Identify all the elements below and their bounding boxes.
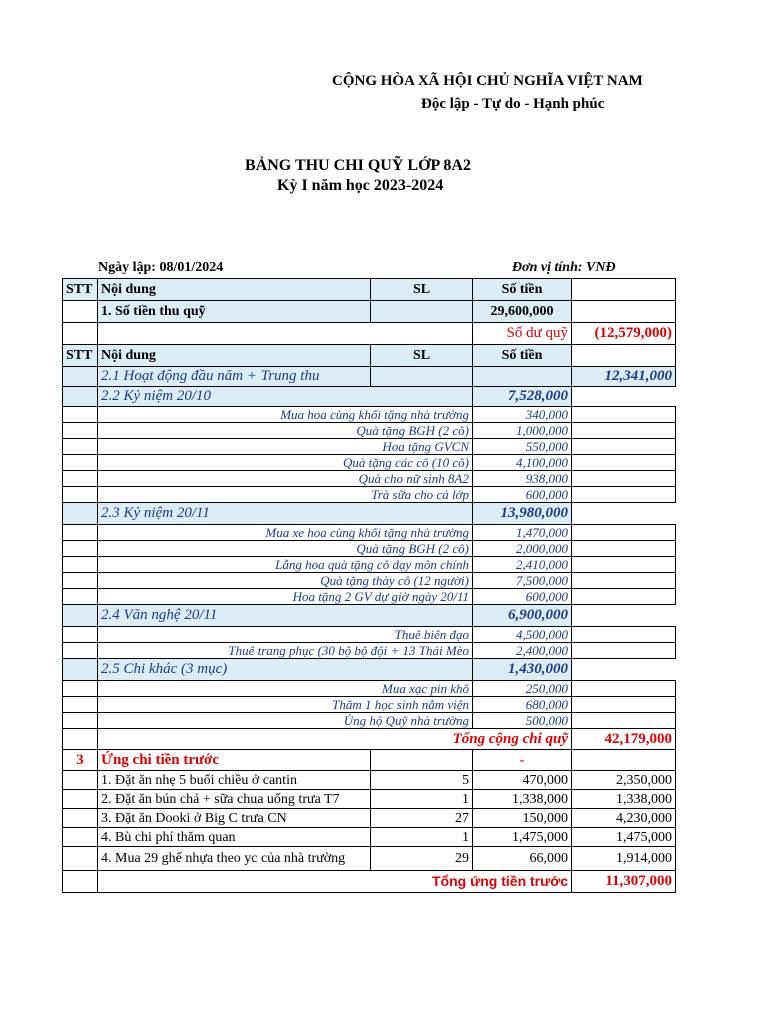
empty-cell	[63, 697, 98, 713]
expense-item-row	[63, 557, 676, 573]
expense-item-desc: Quà tặng BGH (2 cô)	[98, 423, 473, 439]
empty-cell	[63, 681, 98, 697]
fund-ledger-table	[62, 278, 676, 893]
section-label: 2.3 Kỷ niệm 20/11	[98, 503, 473, 525]
total-expense-amount: 42,179,000	[572, 729, 676, 750]
advance-item-amount: 1,475,000	[572, 828, 676, 847]
empty-cell	[63, 525, 98, 541]
section-total: 13,980,000	[473, 503, 572, 525]
advance-item-qty: 1	[371, 828, 473, 847]
empty-cell	[63, 503, 98, 525]
expense-item-row	[63, 423, 676, 439]
advance-item-row	[63, 790, 676, 809]
advance-item-row	[63, 847, 676, 871]
advance-item-desc: 2. Đặt ăn bún chả + sữa chua uống trưa T7	[98, 790, 371, 809]
empty-cell	[572, 643, 676, 659]
advance-item-amount: 1,338,000	[572, 790, 676, 809]
advance-item-desc: 4. Bù chi phí thăm quan	[98, 828, 371, 847]
empty-cell	[63, 487, 98, 503]
section-label: 2.4 Văn nghệ 20/11	[98, 605, 473, 627]
empty-cell	[572, 557, 676, 573]
expense-item-desc: Thuê biên đạo	[98, 627, 473, 643]
total-expense-label: Tổng cộng chi quỹ	[98, 729, 572, 750]
advance-item-price: 470,000	[473, 771, 572, 790]
created-date: Ngày lập: 08/01/2024	[98, 260, 224, 275]
advance-item-price: 150,000	[473, 809, 572, 828]
empty-cell	[572, 589, 676, 605]
empty-cell	[63, 301, 98, 323]
empty-cell	[63, 387, 98, 407]
empty-cell	[572, 345, 676, 367]
empty-cell	[371, 750, 473, 771]
empty-cell	[63, 455, 98, 471]
empty-cell	[63, 541, 98, 557]
empty-cell	[572, 455, 676, 471]
empty-cell	[63, 790, 98, 809]
empty-cell	[572, 279, 676, 301]
expense-item-desc: Hoa tặng 2 GV dự giờ ngày 20/11	[98, 589, 473, 605]
expense-item-amount: 340,000	[473, 407, 572, 423]
advance-item-price: 1,338,000	[473, 790, 572, 809]
expense-item-row	[63, 541, 676, 557]
balance-amount: (12,579,000)	[572, 323, 676, 345]
expense-item-row	[63, 643, 676, 659]
col-content-header: Nội dung	[98, 279, 371, 301]
currency-unit: Đơn vị tính: VNĐ	[512, 260, 616, 275]
empty-cell	[98, 323, 473, 345]
income-amount: 29,600,000	[473, 301, 572, 323]
empty-cell	[63, 643, 98, 659]
empty-cell	[572, 541, 676, 557]
empty-cell	[63, 828, 98, 847]
empty-cell	[473, 367, 572, 387]
section-row	[63, 605, 676, 627]
expense-item-amount: 1,470,000	[473, 525, 572, 541]
expense-item-desc: Quà tặng các cô (10 cô)	[98, 455, 473, 471]
advance-dash: -	[473, 750, 572, 771]
empty-cell	[63, 627, 98, 643]
advance-item-qty: 1	[371, 790, 473, 809]
expense-item-desc: Thăm 1 học sinh nằm viện	[98, 697, 473, 713]
expense-item-row	[63, 697, 676, 713]
expense-item-amount: 2,410,000	[473, 557, 572, 573]
expense-item-row	[63, 471, 676, 487]
col-stt-header: STT	[63, 279, 98, 301]
advance-total-row	[63, 871, 676, 893]
income-row	[63, 301, 676, 323]
advance-item-qty: 27	[371, 809, 473, 828]
empty-cell	[572, 627, 676, 643]
expense-item-desc: Mua xạc pin khô	[98, 681, 473, 697]
section-label: 2.2 Kỷ niệm 20/10	[98, 387, 473, 407]
expense-item-amount: 550,000	[473, 439, 572, 455]
advance-item-qty: 5	[371, 771, 473, 790]
col-content-header: Nội dung	[98, 345, 371, 367]
empty-cell	[572, 573, 676, 589]
section-label: 2.5 Chi khác (3 mục)	[98, 659, 473, 681]
col-qty-header: SL	[371, 345, 473, 367]
section-row	[63, 659, 676, 681]
expense-item-amount: 600,000	[473, 589, 572, 605]
expense-item-row	[63, 439, 676, 455]
empty-cell	[371, 301, 473, 323]
empty-cell	[572, 713, 676, 729]
empty-cell	[63, 809, 98, 828]
section-total: 1,430,000	[473, 659, 572, 681]
empty-cell	[63, 605, 98, 627]
empty-cell	[63, 423, 98, 439]
expense-item-row	[63, 407, 676, 423]
empty-cell	[63, 439, 98, 455]
advance-total-label: Tổng ứng tiền trước	[98, 871, 572, 893]
expense-item-amount: 500,000	[473, 713, 572, 729]
empty-cell	[63, 729, 98, 750]
expense-item-desc: Trà sữa cho cả lớp	[98, 487, 473, 503]
expense-item-desc: Hoa tặng GVCN	[98, 439, 473, 455]
balance-row	[63, 323, 676, 345]
empty-cell	[63, 713, 98, 729]
col-amount-header: Số tiền	[473, 279, 572, 301]
expense-item-amount: 7,500,000	[473, 573, 572, 589]
expense-item-amount: 680,000	[473, 697, 572, 713]
advance-item-price: 66,000	[473, 847, 572, 871]
expense-item-desc: Mua hoa cùng khối tặng nhà trường	[98, 407, 473, 423]
empty-cell	[572, 750, 676, 771]
expense-item-amount: 938,000	[473, 471, 572, 487]
expense-item-desc: Lẵng hoa quà tặng cô dạy môn chính	[98, 557, 473, 573]
advance-item-desc: 4. Mua 29 ghế nhựa theo yc của nhà trường	[98, 847, 371, 871]
empty-cell	[63, 471, 98, 487]
expense-item-row	[63, 681, 676, 697]
document-title: BẢNG THU CHI QUỸ LỚP 8A2	[245, 157, 471, 174]
expense-item-amount: 1,000,000	[473, 423, 572, 439]
expense-header-row	[63, 345, 676, 367]
section-row	[63, 387, 676, 407]
expense-item-desc: Mua xe hoa cùng khối tặng nhà trường	[98, 525, 473, 541]
empty-cell	[572, 423, 676, 439]
section-label: 2.1 Hoạt động đầu năm + Trung thu	[98, 367, 371, 387]
income-label: 1. Số tiền thu quỹ	[98, 301, 371, 323]
expense-item-row	[63, 455, 676, 471]
empty-cell	[63, 847, 98, 871]
section-total: 12,341,000	[572, 367, 676, 387]
empty-cell	[63, 323, 98, 345]
expense-item-row	[63, 573, 676, 589]
advance-item-amount: 1,914,000	[572, 847, 676, 871]
document-subtitle: Kỳ I năm học 2023-2024	[277, 177, 444, 194]
empty-cell	[572, 407, 676, 423]
section-row	[63, 367, 676, 387]
ledger-body	[63, 279, 676, 893]
expense-item-amount: 4,100,000	[473, 455, 572, 471]
empty-cell	[63, 871, 98, 893]
empty-cell	[63, 573, 98, 589]
expense-item-row	[63, 589, 676, 605]
advance-total-amount: 11,307,000	[572, 871, 676, 893]
empty-cell	[63, 771, 98, 790]
expense-item-amount: 600,000	[473, 487, 572, 503]
advance-item-row	[63, 828, 676, 847]
expense-item-row	[63, 627, 676, 643]
balance-label: Số dư quỹ	[473, 323, 572, 345]
empty-cell	[572, 471, 676, 487]
advance-item-amount: 4,230,000	[572, 809, 676, 828]
header-row	[63, 279, 676, 301]
expense-item-row	[63, 487, 676, 503]
advance-stt: 3	[63, 750, 98, 771]
expense-item-amount: 250,000	[473, 681, 572, 697]
nation-heading: CỘNG HÒA XÃ HỘI CHỦ NGHĨA VIỆT NAM	[332, 73, 643, 89]
empty-cell	[371, 367, 473, 387]
advance-item-amount: 2,350,000	[572, 771, 676, 790]
empty-cell	[572, 525, 676, 541]
col-stt-header: STT	[63, 345, 98, 367]
expense-item-desc: Ủng hộ Quỹ nhà trường	[98, 713, 473, 729]
expense-item-desc: Quà cho nữ sinh 8A2	[98, 471, 473, 487]
expense-item-amount: 2,400,000	[473, 643, 572, 659]
empty-cell	[63, 367, 98, 387]
empty-cell	[572, 487, 676, 503]
col-qty-header: SL	[371, 279, 473, 301]
expense-item-desc: Thuê trang phục (30 bộ bộ đội + 13 Thái Mèo	[98, 643, 473, 659]
advance-item-row	[63, 771, 676, 790]
expense-item-desc: Quà tặng BGH (2 cô)	[98, 541, 473, 557]
empty-cell	[572, 697, 676, 713]
empty-cell	[572, 439, 676, 455]
expense-item-amount: 2,000,000	[473, 541, 572, 557]
expense-item-row	[63, 713, 676, 729]
expense-item-row	[63, 525, 676, 541]
advance-item-desc: 1. Đặt ăn nhẹ 5 buổi chiều ở cantin	[98, 771, 371, 790]
section-total: 7,528,000	[473, 387, 572, 407]
empty-cell	[63, 557, 98, 573]
empty-cell	[572, 681, 676, 697]
advance-item-price: 1,475,000	[473, 828, 572, 847]
advance-item-row	[63, 809, 676, 828]
empty-cell	[63, 589, 98, 605]
advance-header-row	[63, 750, 676, 771]
expense-item-desc: Quà tặng thày cô (12 người)	[98, 573, 473, 589]
advance-item-qty: 29	[371, 847, 473, 871]
section-total: 6,900,000	[473, 605, 572, 627]
empty-cell	[63, 407, 98, 423]
total-expense-row	[63, 729, 676, 750]
advance-item-desc: 3. Đặt ăn Dooki ở Big C trưa CN	[98, 809, 371, 828]
expense-item-amount: 4,500,000	[473, 627, 572, 643]
col-amount-header: Số tiền	[473, 345, 572, 367]
empty-cell	[63, 659, 98, 681]
section-row	[63, 503, 676, 525]
advance-label: Ứng chi tiền trước	[98, 750, 371, 771]
empty-cell	[572, 301, 676, 323]
motto-heading: Độc lập - Tự do - Hạnh phúc	[421, 96, 605, 112]
